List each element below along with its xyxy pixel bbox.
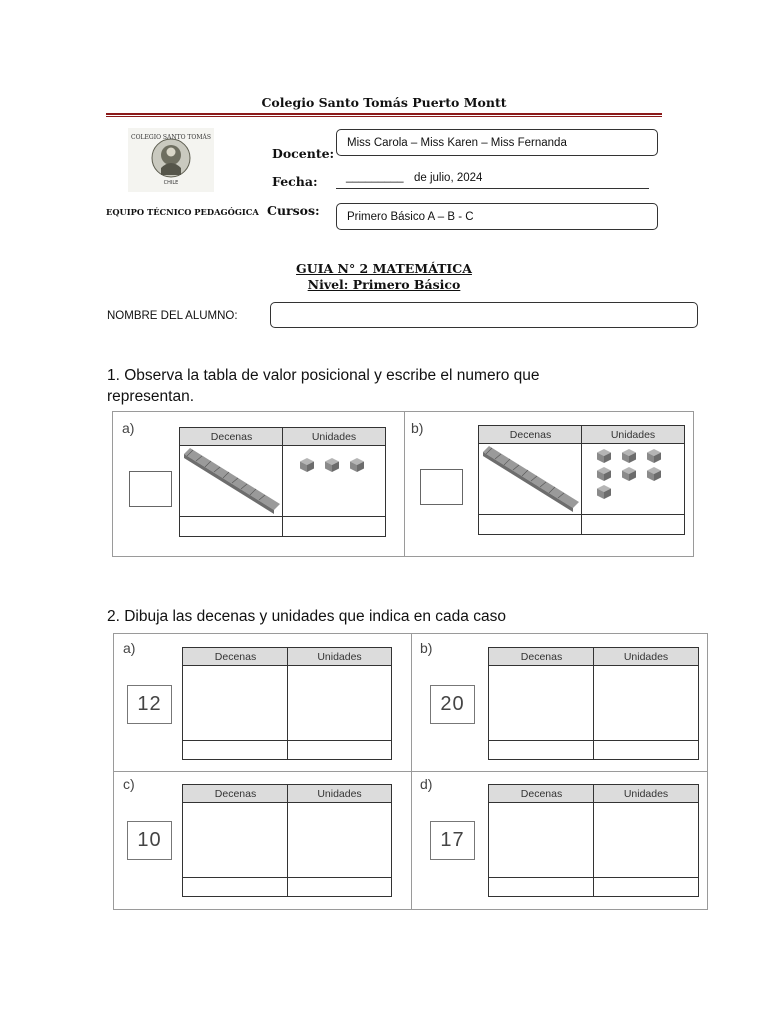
q1-item-b-units-header: Unidades — [582, 426, 684, 444]
q2-item-c-tens-header: Decenas — [183, 785, 288, 803]
cursos-field — [336, 203, 658, 230]
q2-item-c-place-value-table[interactable] — [182, 784, 392, 897]
q1-item-a-unit-cube — [300, 458, 314, 472]
fecha-label: Fecha: — [272, 174, 318, 189]
cursos-value: Primero Básico A – B - C — [347, 210, 474, 223]
q1-item-b-answer-box[interactable] — [420, 469, 463, 505]
q1-item-b-unit-cube — [622, 449, 636, 463]
q2-item-b-tens-header: Decenas — [489, 648, 594, 666]
question-2-text: 2. Dibuja las decenas y unidades que indica en cada caso — [107, 608, 506, 625]
fecha-field[interactable] — [336, 169, 649, 189]
student-name-label: NOMBRE DEL ALUMNO: — [107, 310, 238, 322]
q2-item-a-letter: a) — [123, 640, 136, 656]
q2-panel — [113, 633, 708, 910]
q1-item-b-unit-cube — [597, 485, 611, 499]
school-name: Colegio Santo Tomás Puerto Montt — [261, 95, 507, 110]
q1-item-b-unit-cube — [597, 449, 611, 463]
q2-item-d-letter: d) — [420, 776, 433, 792]
q1-item-b-ten-rod — [481, 446, 579, 512]
q2-item-b-number: 20 — [430, 685, 475, 724]
q1-item-b-unit-cube — [597, 467, 611, 481]
guide-level — [0, 277, 768, 292]
q2-item-a-place-value-table[interactable] — [182, 647, 392, 760]
question-1-text: 1. Observa la tabla de valor posicional y escribe el numero que representan. — [107, 367, 540, 405]
q2-item-b-letter: b) — [420, 640, 433, 656]
fecha-blank: _________ — [346, 171, 404, 183]
q1-item-a-unit-cube — [350, 458, 364, 472]
q2-item-a-tens-header: Decenas — [183, 648, 288, 666]
q2-item-a-number: 12 — [127, 685, 172, 724]
docente-label: Docente: — [272, 146, 335, 161]
q1-item-a-unit-cube — [325, 458, 339, 472]
q1-item-a-tens-header: Decenas — [180, 428, 283, 446]
fecha-value: de julio, 2024 — [414, 172, 483, 184]
q2-item-d-units-header: Unidades — [594, 785, 698, 803]
header-rule-thin — [106, 116, 662, 117]
guide-level-text: Nivel: Primero Básico — [307, 277, 461, 292]
q1-item-a-letter: a) — [122, 420, 135, 436]
guide-title-text: GUIA N° 2 MATEMÁTICA — [296, 261, 472, 276]
q1-item-b-letter: b) — [411, 420, 424, 436]
q1-item-b-tens-header: Decenas — [479, 426, 582, 444]
q1-panel — [112, 411, 694, 557]
q2-item-a-units-header: Unidades — [288, 648, 391, 666]
q2-horizontal-divider — [114, 771, 707, 772]
q2-item-b-units-header: Unidades — [594, 648, 698, 666]
q1-item-b-place-value-table — [478, 425, 685, 535]
logo-text: COLEGIO SANTO TOMÁS — [131, 134, 211, 141]
q1-item-b-unit-cube — [622, 467, 636, 481]
q2-item-c-letter: c) — [123, 776, 135, 792]
q2-item-c-units-header: Unidades — [288, 785, 391, 803]
q1-item-b-unit-cube — [647, 449, 661, 463]
q1-divider — [404, 412, 405, 556]
school-logo — [128, 128, 214, 192]
q2-item-b-place-value-table[interactable] — [488, 647, 699, 760]
docente-value: Miss Carola – Miss Karen – Miss Fernanda — [347, 136, 567, 149]
logo-country: CHILE — [163, 180, 179, 186]
q1-item-a-place-value-table — [179, 427, 386, 537]
guide-title — [0, 261, 768, 276]
header-rule — [106, 113, 662, 115]
q2-item-c-number: 10 — [127, 821, 172, 860]
q2-item-d-number: 17 — [430, 821, 475, 860]
q1-item-a-answer-box[interactable] — [129, 471, 172, 507]
q1-item-a-units-header: Unidades — [283, 428, 385, 446]
docente-field — [336, 129, 658, 156]
team-label: EQUIPO TÉCNICO PEDAGÓGICA — [106, 207, 259, 217]
student-name-input[interactable] — [270, 302, 698, 328]
cursos-label: Cursos: — [267, 203, 320, 218]
q2-item-d-place-value-table[interactable] — [488, 784, 699, 897]
q2-item-d-tens-header: Decenas — [489, 785, 594, 803]
q1-item-b-unit-cube — [647, 467, 661, 481]
q1-item-a-ten-rod — [182, 448, 280, 514]
